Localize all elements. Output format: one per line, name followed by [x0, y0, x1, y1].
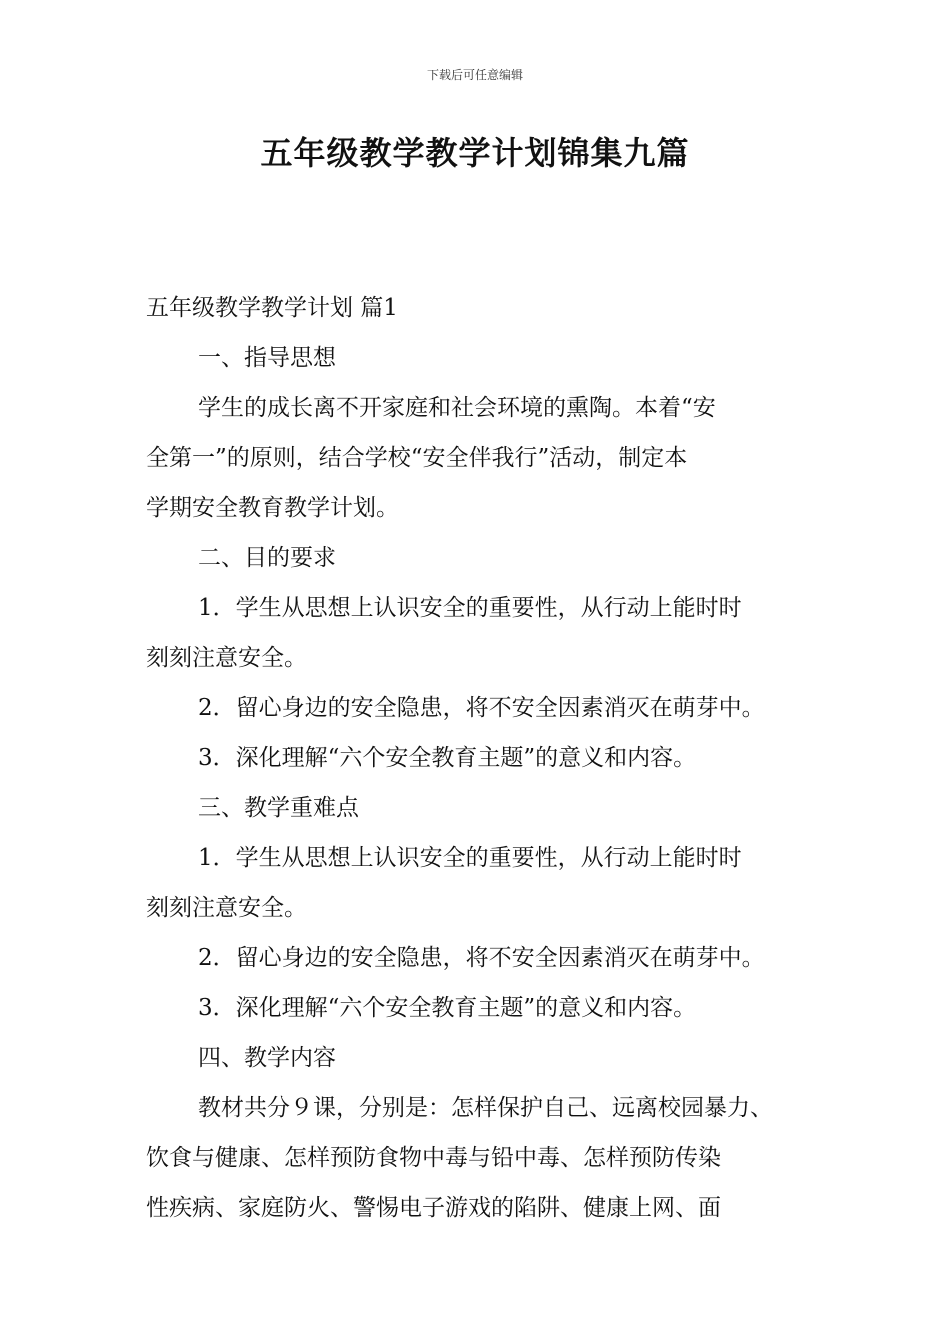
paragraph-line: 教材共分９课，分别是：怎样保护自己、远离校园暴力、	[198, 1095, 773, 1121]
subheading: 三、教学重难点	[198, 795, 359, 821]
subheading: 四、教学内容	[198, 1045, 336, 1071]
header-note: 下载后可任意编辑	[426, 68, 523, 82]
list-item: 3．深化理解“六个安全教育主题”的意义和内容。	[198, 745, 697, 771]
list-item: 2．留心身边的安全隐患，将不安全因素消灭在萌芽中。	[198, 695, 765, 721]
paragraph-line: 饮食与健康、怎样预防食物中毒与铅中毒、怎样预防传染	[146, 1145, 721, 1171]
list-item: 刻刻注意安全。	[146, 895, 307, 921]
paragraph-line: 性疾病、家庭防火、警惕电子游戏的陷阱、健康上网、面	[146, 1195, 721, 1221]
list-item: 3．深化理解“六个安全教育主题”的意义和内容。	[198, 995, 697, 1021]
list-item: 刻刻注意安全。	[146, 645, 307, 671]
list-item: 1．学生从思想上认识安全的重要性，从行动上能时时	[198, 595, 742, 621]
paragraph-line: 学期安全教育教学计划。	[146, 495, 399, 521]
subheading: 二、目的要求	[198, 545, 336, 571]
document-body	[146, 283, 816, 1233]
list-item: 1．学生从思想上认识安全的重要性，从行动上能时时	[198, 845, 742, 871]
paragraph-line: 学生的成长离不开家庭和社会环境的熏陶。本着“安	[198, 395, 716, 421]
document-title: 五年级教学教学计划锦集九篇	[260, 134, 690, 172]
section-heading: 五年级教学教学计划 篇1	[146, 295, 398, 321]
subheading: 一、指导思想	[198, 345, 336, 371]
paragraph-line: 全第一”的原则，结合学校“安全伴我行”活动，制定本	[146, 445, 688, 471]
list-item: 2．留心身边的安全隐患，将不安全因素消灭在萌芽中。	[198, 945, 765, 971]
